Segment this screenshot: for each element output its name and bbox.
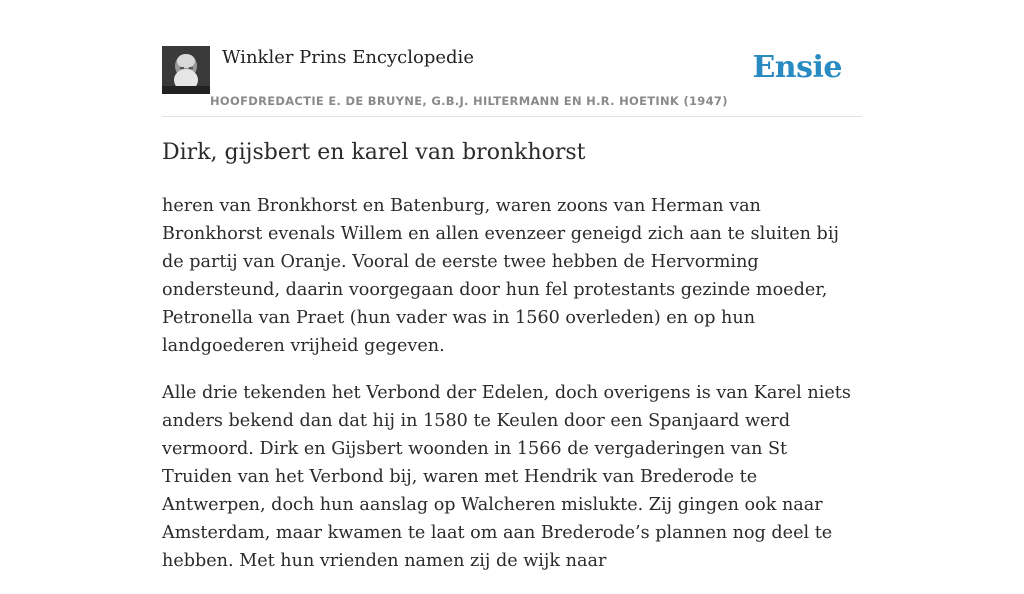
page [162,0,862,571]
article-title: Dirk, gijsbert en karel van bronkhorst [162,140,586,165]
article-body [162,192,862,594]
header [162,0,862,117]
brand-logo[interactable]: Ensie [752,50,842,85]
article-paragraph: Alle drie tekenden het Verbond der Edelen, doch overigens is van Karel niets anders bekend dan dat hij in 1580 te Keulen door een Spanjaard werd vermoord. Dirk en Gijsbert woonden in 1566 de vergaderingen van St Truiden van het Verbond bij, waren met Hendrik van Brederode te Antwerpen, doch hun aanslag op Walcheren mislukte. Zij gingen ook naar Amsterdam, maar kwamen te laat om aan Brederode’s plannen nog deel te hebben. Met hun vrienden namen zij de wijk naar [162,383,851,571]
site-title[interactable]: Winkler Prins Encyclopedie [222,47,474,68]
author-portrait-icon[interactable] [162,46,210,94]
article-paragraph: heren van Bronkhorst en Batenburg, waren zoons van Herman van Bronkhorst evenals Willem en allen evenzeer geneigd zich aan te sluiten bij de partij van Oranje. Vooral de eerste twee hebben de Hervorming ondersteund, daarin voorgegaan door hun fel protestants gezinde moeder, Petronella van Praet (hun vader was in 1560 overleden) en op hun landgoederen vrijheid gegeven. [162,196,839,356]
editors-credit: HOOFDREDACTIE E. DE BRUYNE, G.B.J. HILTERMANN EN H.R. HOETINK (1947) [210,94,728,108]
